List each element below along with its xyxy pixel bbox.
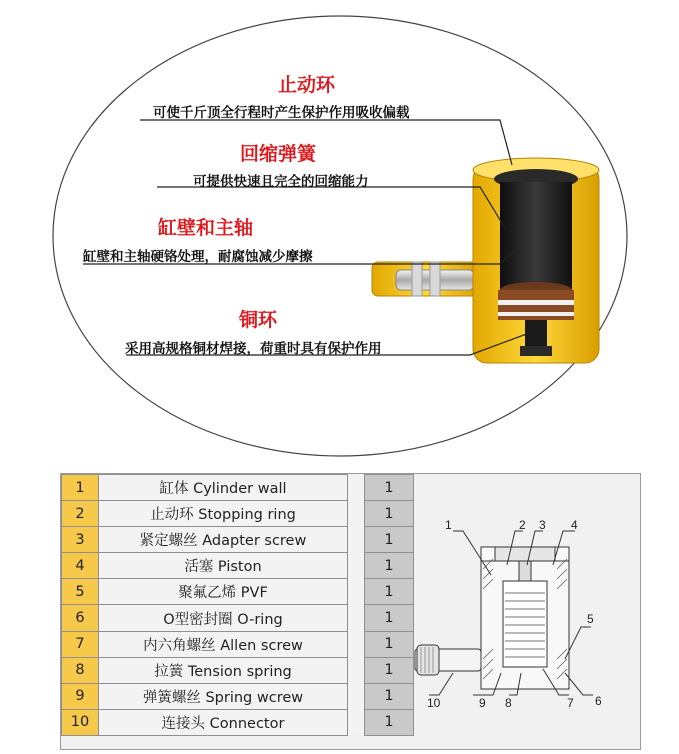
drawing-label: 4 — [571, 518, 578, 532]
part-name: 聚氟乙烯 PVF — [99, 579, 348, 605]
part-number: 5 — [62, 579, 99, 605]
part-number: 4 — [62, 553, 99, 579]
feature-desc: 可使千斤顶全行程时产生保护作用吸收偏载 — [153, 105, 410, 121]
cylinder-body-graphic — [473, 158, 599, 363]
part-name: 拉簧 Tension spring — [99, 657, 348, 683]
feature-title: 止动环 — [278, 74, 336, 96]
drawing-label: 8 — [505, 696, 512, 710]
part-quantity: 1 — [365, 631, 414, 657]
part-quantity: 1 — [365, 475, 414, 501]
part-quantity: 1 — [365, 527, 414, 553]
table-row — [62, 683, 414, 709]
hydraulic-connector-graphic — [372, 262, 482, 296]
part-quantity: 1 — [365, 553, 414, 579]
row-gap — [348, 553, 365, 579]
part-name: O型密封圈 O-ring — [99, 605, 348, 631]
part-number: 10 — [62, 709, 99, 735]
part-quantity: 1 — [365, 709, 414, 735]
part-name: 弹簧螺丝 Spring wcrew — [99, 683, 348, 709]
parts-table — [61, 474, 414, 736]
row-gap — [348, 709, 365, 735]
table-row — [62, 553, 414, 579]
part-name: 内六角螺丝 Allen screw — [99, 631, 348, 657]
technical-drawing — [403, 509, 633, 714]
drawing-label: 3 — [539, 518, 546, 532]
drawing-label: 6 — [595, 694, 602, 708]
table-row — [62, 605, 414, 631]
part-quantity: 1 — [365, 501, 414, 527]
table-row — [62, 631, 414, 657]
part-number: 3 — [62, 527, 99, 553]
part-quantity: 1 — [365, 683, 414, 709]
part-name: 缸体 Cylinder wall — [99, 475, 348, 501]
part-quantity: 1 — [365, 657, 414, 683]
part-number: 2 — [62, 501, 99, 527]
table-row — [62, 527, 414, 553]
table-row — [62, 501, 414, 527]
row-gap — [348, 657, 365, 683]
table-row — [62, 475, 414, 501]
row-gap — [348, 579, 365, 605]
part-quantity: 1 — [365, 579, 414, 605]
table-row — [62, 657, 414, 683]
part-name: 连接头 Connector — [99, 709, 348, 735]
drawing-label: 10 — [427, 696, 441, 710]
part-number: 7 — [62, 631, 99, 657]
part-number: 1 — [62, 475, 99, 501]
feature-title: 回缩弹簧 — [240, 143, 317, 165]
feature-desc: 采用高规格铜材焊接，荷重时具有保护作用 — [125, 341, 382, 357]
drawing-label: 5 — [587, 612, 594, 626]
drawing-label: 9 — [479, 696, 486, 710]
part-name: 紧定螺丝 Adapter screw — [99, 527, 348, 553]
table-row — [62, 709, 414, 735]
part-quantity: 1 — [365, 605, 414, 631]
row-gap — [348, 501, 365, 527]
drawing-label: 2 — [519, 518, 526, 532]
part-number: 9 — [62, 683, 99, 709]
part-name: 止动环 Stopping ring — [99, 501, 348, 527]
row-gap — [348, 605, 365, 631]
row-gap — [348, 631, 365, 657]
feature-desc: 缸壁和主轴硬铬处理，耐腐蚀减少摩擦 — [83, 249, 313, 265]
feature-desc: 可提供快速且完全的回缩能力 — [193, 174, 369, 190]
row-gap — [348, 683, 365, 709]
table-row — [62, 579, 414, 605]
drawing-label: 7 — [567, 696, 574, 710]
part-number: 8 — [62, 657, 99, 683]
part-name: 活塞 Piston — [99, 553, 348, 579]
feature-title: 铜环 — [239, 309, 278, 331]
feature-title: 缸壁和主轴 — [158, 217, 254, 239]
row-gap — [348, 475, 365, 501]
row-gap — [348, 527, 365, 553]
cylinder-section-drawing — [403, 509, 633, 714]
part-number: 6 — [62, 605, 99, 631]
drawing-label: 1 — [445, 518, 452, 532]
